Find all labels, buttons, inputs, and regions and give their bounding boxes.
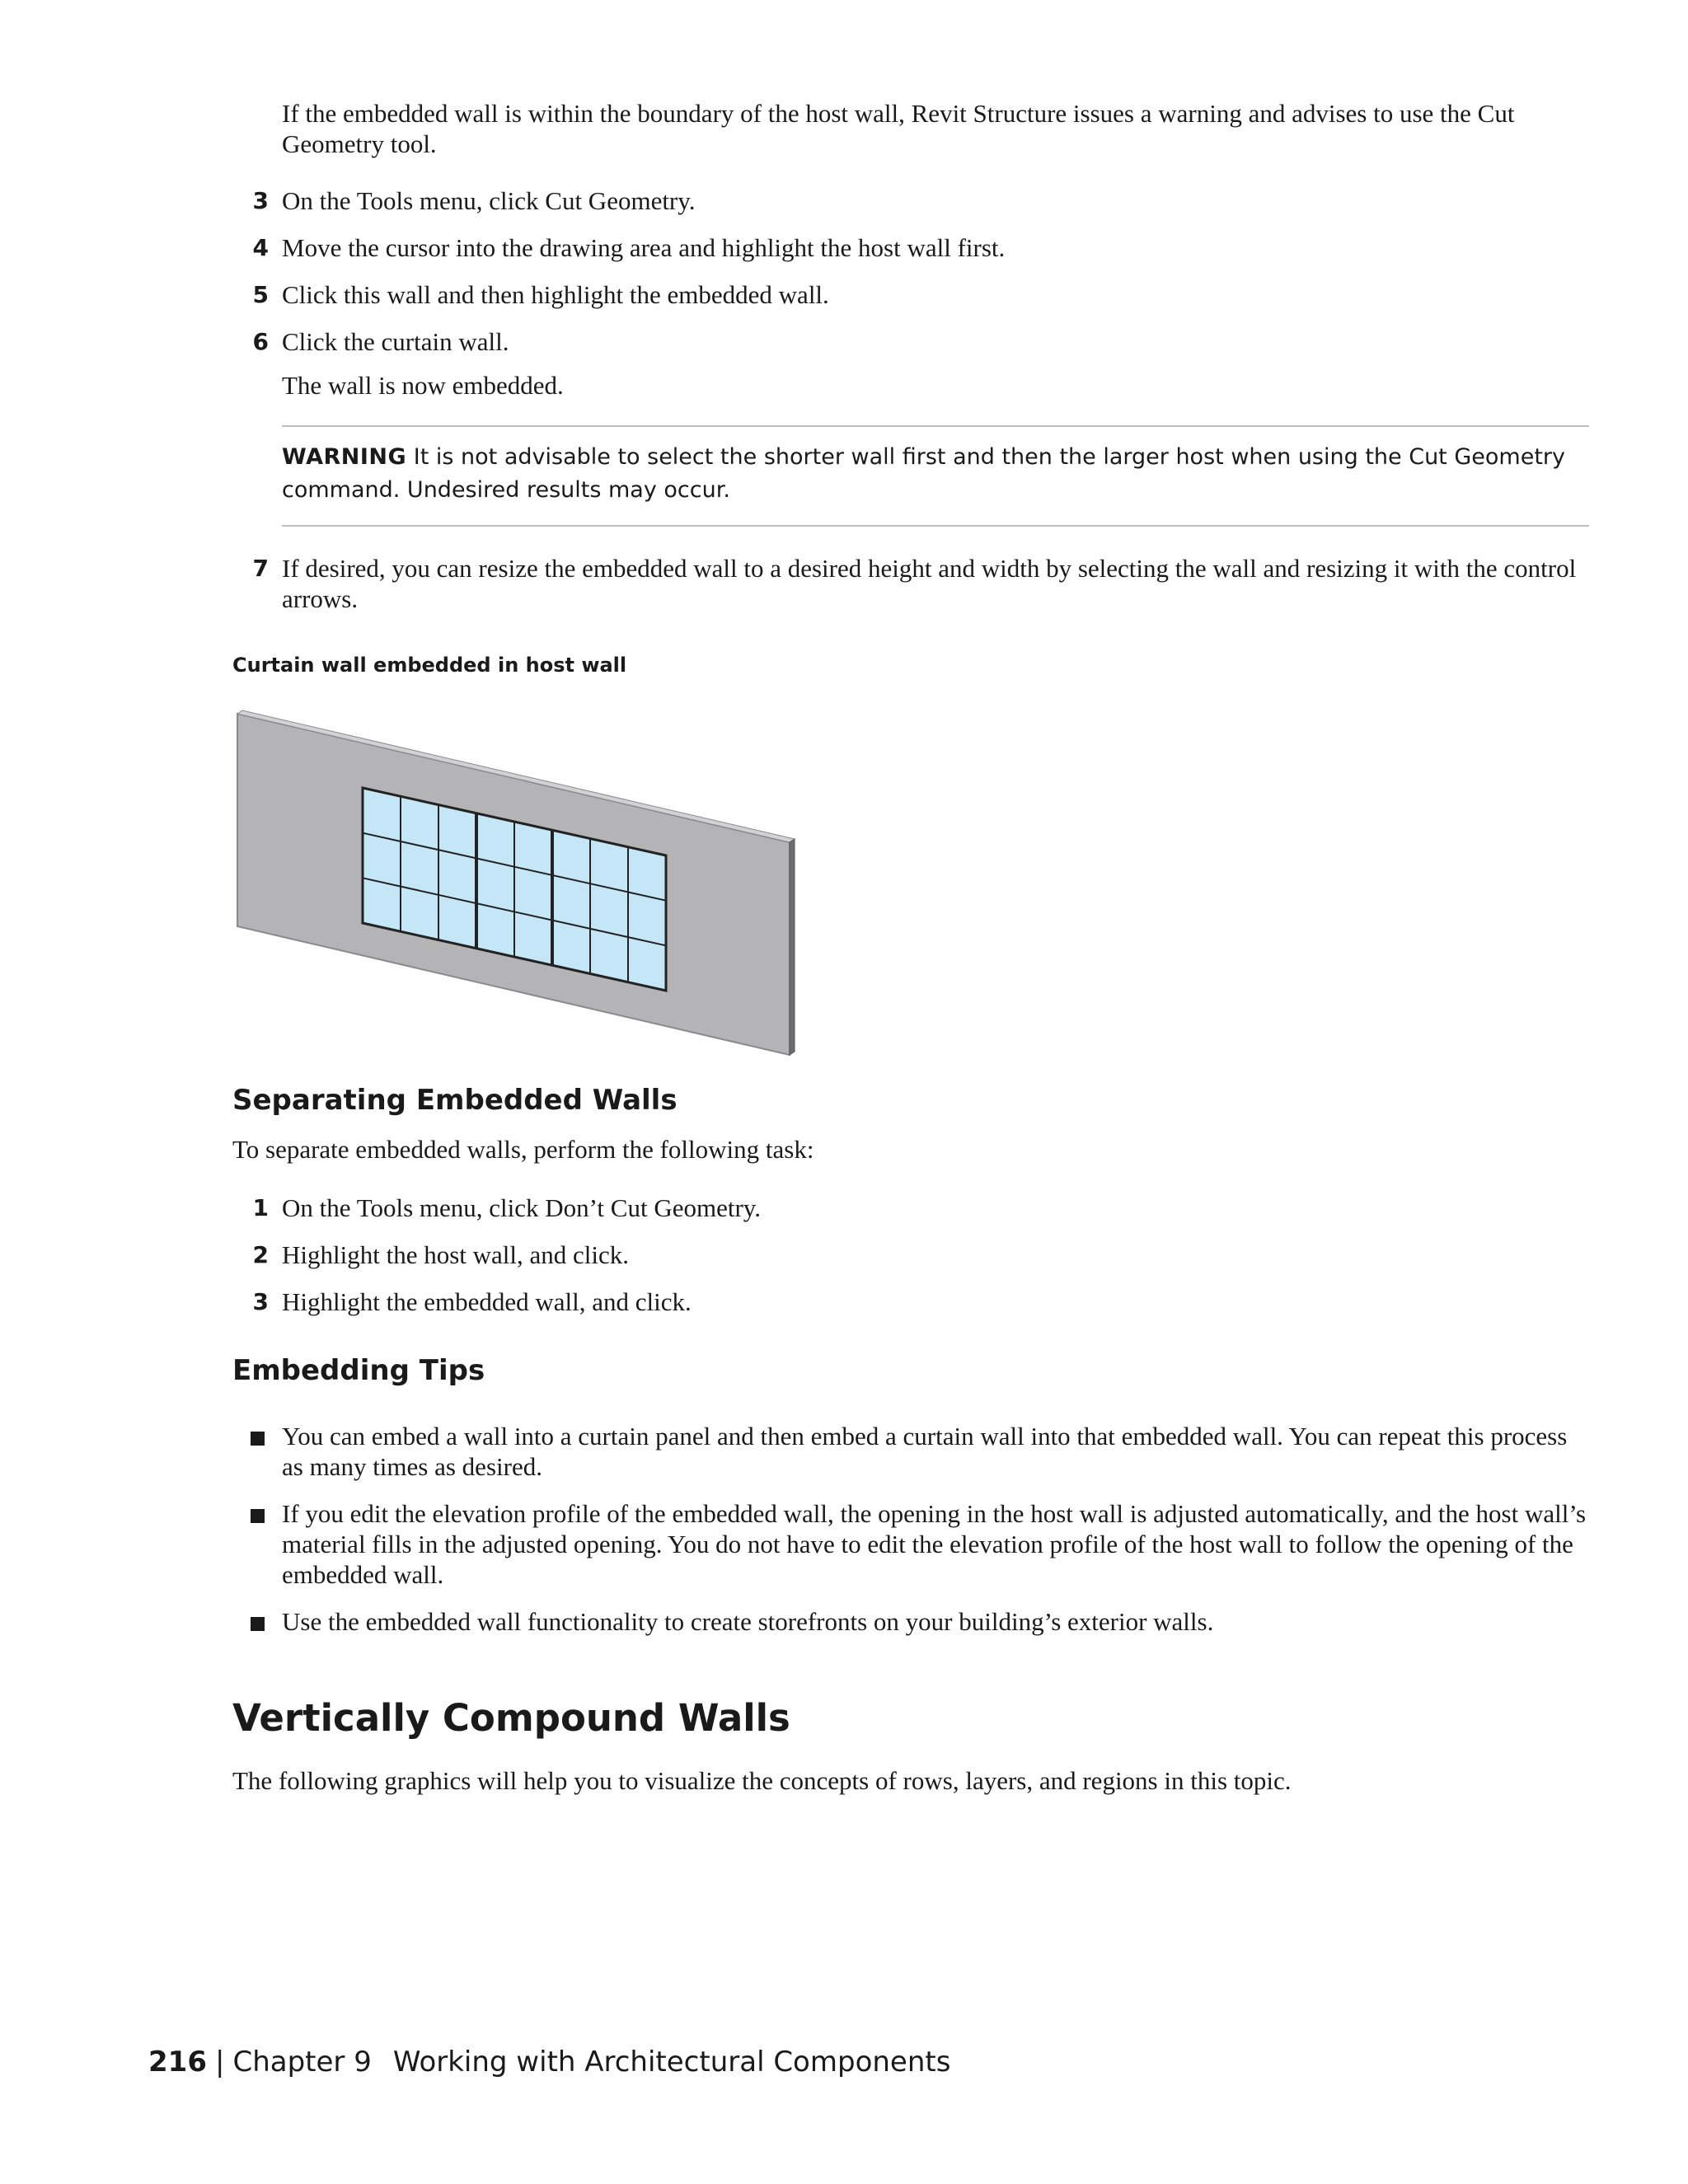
- section-heading-tips: Embedding Tips: [232, 1354, 485, 1387]
- warning-label: WARNING: [282, 444, 407, 470]
- step-text: Click the curtain wall.: [282, 327, 509, 356]
- page-number: 216: [148, 2046, 207, 2079]
- step-text: Highlight the embedded wall, and click.: [282, 1287, 692, 1316]
- host-wall-side-edge: [790, 839, 795, 1055]
- warning-note: [282, 441, 1589, 507]
- bullet-text: Use the embedded wall functionality to create storefronts on your building’s exterior walls.: [282, 1607, 1214, 1636]
- warning-text: It is not advisable to select the shorter wall first and then the larger host when using the Cut Geometry command. Undesired results may occur.: [282, 444, 1565, 503]
- step-number: 7: [252, 555, 269, 582]
- warning-top-rule: [282, 425, 1589, 427]
- warning-bottom-rule: [282, 525, 1589, 527]
- footer-separator: |: [214, 2046, 225, 2079]
- section-heading-compound: Vertically Compound Walls: [232, 1696, 790, 1740]
- step-text: If desired, you can resize the embedded wall to a desired height and width by selecting the wall and resizing it with the control arrows.: [282, 554, 1577, 613]
- step-text: On the Tools menu, click Don’t Cut Geometry.: [282, 1193, 762, 1222]
- bullet-text: You can embed a wall into a curtain panel and then embed a curtain wall into that embedded wall. You can repeat this process as many times as desired.: [282, 1422, 1568, 1481]
- step-number: 4: [252, 234, 269, 261]
- bullet-square-icon: [251, 1509, 265, 1523]
- compound-intro: The following graphics will help you to visualize the concepts of rows, layers, and regions in this topic.: [232, 1766, 1292, 1795]
- chapter-title: Working with Architectural Components: [392, 2046, 951, 2079]
- separating-intro: To separate embedded walls, perform the following task:: [232, 1135, 814, 1164]
- step-text: Click this wall and then highlight the embedded wall.: [282, 280, 829, 309]
- step-text: On the Tools menu, click Cut Geometry.: [282, 186, 696, 215]
- step-number: 1: [252, 1194, 269, 1221]
- step-text: Move the cursor into the drawing area and highlight the host wall first.: [282, 233, 1006, 262]
- step-number: 6: [252, 328, 269, 355]
- curtain-wall-illustration: [232, 709, 809, 1063]
- bullet-square-icon: [251, 1617, 265, 1631]
- page-footer: [148, 2044, 950, 2080]
- step-number: 3: [252, 187, 269, 214]
- step-number: 2: [252, 1241, 269, 1268]
- step-text: Highlight the host wall, and click.: [282, 1240, 630, 1269]
- step-number: 3: [252, 1288, 269, 1315]
- step-number: 5: [252, 281, 269, 308]
- bullet-square-icon: [251, 1432, 265, 1446]
- step-6-result: The wall is now embedded.: [282, 371, 564, 400]
- figure-caption: Curtain wall embedded in host wall: [232, 654, 627, 677]
- intro-paragraph: If the embedded wall is within the boundary of the host wall, Revit Structure issues a warning and advises to use the Cut Geometry tool.: [282, 99, 1515, 158]
- bullet-text: If you edit the elevation profile of the embedded wall, the opening in the host wall is adjusted automatically, and the host wall’s material fills in the adjusted opening. You do not have to edit the elevation profile of the host wall to follow the opening of the embedded wall.: [282, 1499, 1587, 1589]
- section-heading-separating: Separating Embedded Walls: [232, 1084, 678, 1117]
- chapter-label: Chapter 9: [232, 2046, 372, 2079]
